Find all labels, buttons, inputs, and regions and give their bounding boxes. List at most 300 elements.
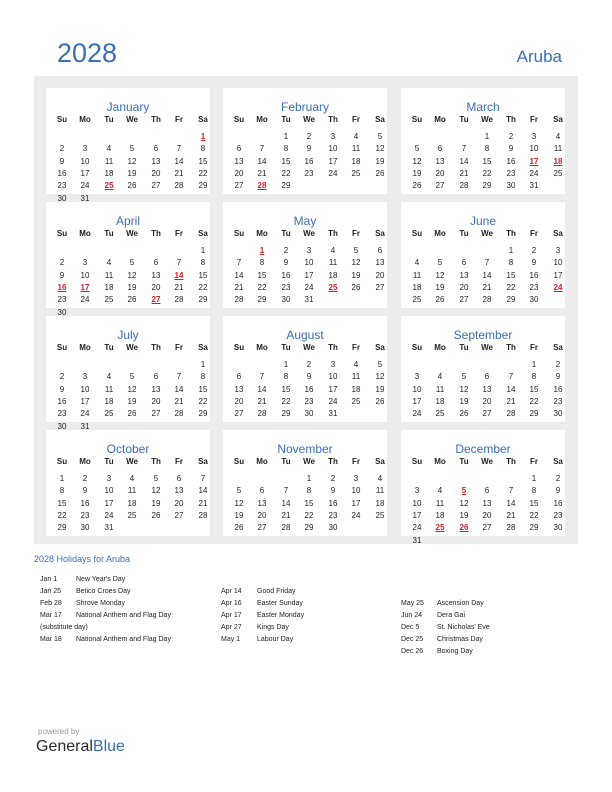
day-cell: 12 <box>412 156 422 166</box>
day-cell: 25 <box>553 168 563 178</box>
weekday-header: Tu <box>459 457 469 466</box>
weekday-header: Tu <box>459 115 469 124</box>
day-cell: 5 <box>129 258 135 268</box>
weekday-header: Mo <box>434 115 446 124</box>
holiday-day-cell: 25 <box>104 181 114 191</box>
day-cell: 1 <box>59 474 65 483</box>
day-cell: 12 <box>351 258 361 268</box>
weekday-header: Mo <box>256 343 268 352</box>
day-cell: 14 <box>459 156 469 166</box>
weekday-header: Tu <box>281 115 291 124</box>
weekday-header: Tu <box>281 229 291 238</box>
day-cell: 26 <box>151 510 161 520</box>
day-cell: 3 <box>414 372 420 382</box>
day-cell: 3 <box>306 246 312 255</box>
day-cell: 24 <box>412 523 422 533</box>
day-cell: 23 <box>529 282 539 292</box>
weekday-header: Sa <box>553 229 563 238</box>
day-cell: 11 <box>104 156 114 166</box>
weekday-header: Mo <box>434 229 446 238</box>
day-cell: 10 <box>553 258 563 268</box>
day-cell: 4 <box>106 258 112 268</box>
day-cell: 27 <box>151 409 161 419</box>
day-cell: 1 <box>484 132 490 141</box>
day-cell: 26 <box>412 181 422 191</box>
day-cell: 2 <box>555 474 561 483</box>
holiday-name: St. Nicholas' Eve <box>437 624 490 631</box>
month-title: March <box>466 100 500 114</box>
weekday-header: We <box>126 343 138 352</box>
day-cell: 22 <box>57 510 67 520</box>
holiday-name: Easter Sunday <box>257 600 303 607</box>
day-cell: 27 <box>234 181 244 191</box>
day-cell: 30 <box>57 193 67 203</box>
day-cell: 18 <box>412 282 422 292</box>
day-cell: 20 <box>151 282 161 292</box>
day-cell: 28 <box>174 295 184 305</box>
weekday-header: We <box>481 343 493 352</box>
day-cell: 31 <box>104 523 114 533</box>
weekday-header: We <box>481 457 493 466</box>
month-october <box>46 430 210 536</box>
weekday-header: Su <box>233 229 245 238</box>
day-cell: 16 <box>506 156 516 166</box>
day-cell: 11 <box>328 258 338 268</box>
weekday-header: Th <box>151 229 161 238</box>
holiday-day-cell: 27 <box>151 295 161 305</box>
day-cell: 6 <box>153 258 159 268</box>
day-cell: 29 <box>482 181 492 191</box>
day-cell: 18 <box>104 168 114 178</box>
weekday-header: Fr <box>530 115 538 124</box>
weekday-header: Su <box>56 229 68 238</box>
weekday-header: Mo <box>434 457 446 466</box>
weekday-header: Sa <box>553 115 563 124</box>
weekday-header: Sa <box>375 115 385 124</box>
month-april <box>46 202 210 317</box>
day-cell: 29 <box>198 409 208 419</box>
day-cell: 3 <box>82 372 88 382</box>
day-cell: 7 <box>484 258 490 268</box>
holiday-name: National Anthem and Flag Day <box>76 612 171 619</box>
day-cell: 2 <box>531 246 537 255</box>
day-cell: 9 <box>555 372 561 382</box>
day-cell: 6 <box>259 486 265 496</box>
weekday-header: Fr <box>175 457 183 466</box>
day-cell: 12 <box>151 486 161 496</box>
day-cell: 5 <box>377 360 383 369</box>
day-cell: 10 <box>328 144 338 154</box>
day-cell: 14 <box>257 156 267 166</box>
day-cell: 7 <box>176 144 182 154</box>
day-cell: 11 <box>412 270 422 280</box>
day-cell: 10 <box>351 486 361 496</box>
holiday-date: Feb 28 <box>40 600 62 607</box>
month-title: January <box>106 100 150 114</box>
holiday-name: Shrove Monday <box>76 600 126 607</box>
day-cell: 3 <box>106 474 112 483</box>
weekday-header: Fr <box>352 457 360 466</box>
day-cell: 30 <box>57 421 67 431</box>
day-cell: 26 <box>127 409 137 419</box>
weekday-header: Sa <box>375 229 385 238</box>
day-cell: 19 <box>375 384 385 394</box>
day-cell: 7 <box>283 486 289 496</box>
holiday-day-cell: 24 <box>553 282 563 292</box>
day-cell: 27 <box>174 510 184 520</box>
day-cell: 28 <box>174 181 184 191</box>
day-cell: 30 <box>281 295 291 305</box>
day-cell: 15 <box>529 498 539 508</box>
day-cell: 12 <box>127 270 137 280</box>
day-cell: 6 <box>461 258 467 268</box>
holiday-name: New Year's Day <box>76 576 126 583</box>
day-cell: 5 <box>437 258 443 268</box>
day-cell: 22 <box>198 168 208 178</box>
month-january <box>46 88 210 203</box>
day-cell: 19 <box>127 396 137 406</box>
day-cell: 7 <box>259 372 265 382</box>
day-cell: 22 <box>198 282 208 292</box>
day-cell: 16 <box>57 168 67 178</box>
day-cell: 20 <box>151 168 161 178</box>
weekday-header: Th <box>151 457 161 466</box>
day-cell: 18 <box>328 270 338 280</box>
holidays-title: 2028 Holidays for Aruba <box>34 554 131 564</box>
day-cell: 19 <box>234 510 244 520</box>
day-cell: 18 <box>351 384 361 394</box>
day-cell: 8 <box>259 258 265 268</box>
weekday-header: Sa <box>198 229 208 238</box>
day-cell: 23 <box>57 181 67 191</box>
day-cell: 15 <box>281 156 291 166</box>
day-cell: 14 <box>506 498 516 508</box>
day-cell: 9 <box>283 258 289 268</box>
weekday-header: Tu <box>104 229 114 238</box>
day-cell: 15 <box>198 384 208 394</box>
weekday-header: Fr <box>352 343 360 352</box>
holiday-name: Labour Day <box>257 636 294 643</box>
holiday-day-cell: 5 <box>461 486 467 496</box>
day-cell: 13 <box>482 498 492 508</box>
day-cell: 30 <box>553 523 563 533</box>
day-cell: 9 <box>531 258 537 268</box>
day-cell: 7 <box>236 258 242 268</box>
day-cell: 19 <box>351 270 361 280</box>
weekday-header: We <box>303 457 315 466</box>
day-cell: 15 <box>198 270 208 280</box>
day-cell: 31 <box>412 535 422 545</box>
day-cell: 14 <box>281 498 291 508</box>
day-cell: 20 <box>459 282 469 292</box>
weekday-header: Sa <box>198 115 208 124</box>
holiday-date: Jan 25 <box>40 588 62 595</box>
holiday-date: Mar 17 <box>40 612 62 619</box>
day-cell: 23 <box>80 510 90 520</box>
day-cell: 11 <box>351 372 361 382</box>
month-title: July <box>117 328 139 342</box>
day-cell: 20 <box>482 396 492 406</box>
day-cell: 24 <box>80 295 90 305</box>
weekday-header: Th <box>506 115 516 124</box>
weekday-header: Mo <box>256 115 268 124</box>
day-cell: 23 <box>553 396 563 406</box>
weekday-header: Tu <box>104 343 114 352</box>
day-cell: 19 <box>412 168 422 178</box>
day-cell: 10 <box>80 384 90 394</box>
day-cell: 24 <box>104 510 114 520</box>
weekday-header: Fr <box>352 115 360 124</box>
day-cell: 17 <box>304 270 314 280</box>
day-cell: 20 <box>257 510 267 520</box>
holiday-day-cell: 25 <box>328 282 338 292</box>
day-cell: 6 <box>484 486 490 496</box>
weekday-header: Su <box>233 343 245 352</box>
day-cell: 30 <box>57 307 67 317</box>
day-cell: 28 <box>257 409 267 419</box>
weekday-header: We <box>303 115 315 124</box>
country-title: Aruba <box>516 47 562 66</box>
holiday-date: Dec 26 <box>401 648 424 655</box>
day-cell: 10 <box>304 258 314 268</box>
day-cell: 8 <box>59 486 65 496</box>
day-cell: 7 <box>176 258 182 268</box>
day-cell: 20 <box>234 396 244 406</box>
day-cell: 11 <box>435 384 445 394</box>
day-cell: 6 <box>176 474 182 483</box>
day-cell: 21 <box>234 282 244 292</box>
day-cell: 28 <box>281 523 291 533</box>
weekday-header: Sa <box>198 457 208 466</box>
month-december <box>401 430 565 545</box>
day-cell: 26 <box>234 523 244 533</box>
day-cell: 22 <box>281 396 291 406</box>
day-cell: 29 <box>281 409 291 419</box>
weekday-header: Th <box>151 115 161 124</box>
day-cell: 4 <box>437 372 443 382</box>
month-title: August <box>286 328 324 342</box>
day-cell: 14 <box>506 384 516 394</box>
calendar-grid <box>34 76 578 544</box>
day-cell: 27 <box>435 181 445 191</box>
day-cell: 17 <box>80 168 90 178</box>
weekday-header: Tu <box>459 343 469 352</box>
day-cell: 21 <box>174 396 184 406</box>
day-cell: 2 <box>306 360 312 369</box>
weekday-header: We <box>303 343 315 352</box>
holiday-day-cell: 17 <box>529 156 539 166</box>
day-cell: 13 <box>482 384 492 394</box>
weekday-header: Th <box>506 229 516 238</box>
holiday-name: Good Friday <box>257 588 296 595</box>
day-cell: 1 <box>531 474 537 483</box>
day-cell: 24 <box>351 510 361 520</box>
day-cell: 25 <box>351 396 361 406</box>
day-cell: 17 <box>412 510 422 520</box>
day-cell: 13 <box>375 258 385 268</box>
weekday-header: Su <box>411 343 423 352</box>
weekday-header: We <box>303 229 315 238</box>
day-cell: 1 <box>200 360 206 369</box>
day-cell: 19 <box>435 282 445 292</box>
day-cell: 7 <box>508 486 514 496</box>
day-cell: 7 <box>259 144 265 154</box>
weekday-header: Sa <box>198 343 208 352</box>
day-cell: 1 <box>306 474 312 483</box>
day-cell: 29 <box>198 295 208 305</box>
holiday-day-cell: 1 <box>259 246 265 255</box>
day-cell: 16 <box>328 498 338 508</box>
day-cell: 19 <box>151 498 161 508</box>
day-cell: 9 <box>330 486 336 496</box>
day-cell: 28 <box>174 409 184 419</box>
weekday-header: Su <box>411 115 423 124</box>
day-cell: 15 <box>257 270 267 280</box>
weekday-header: Mo <box>256 457 268 466</box>
holiday-date: Mar 18 <box>40 636 62 643</box>
day-cell: 14 <box>174 384 184 394</box>
weekday-header: We <box>126 457 138 466</box>
day-cell: 27 <box>375 282 385 292</box>
weekday-header: We <box>481 229 493 238</box>
month-title: May <box>293 214 317 228</box>
day-cell: 5 <box>236 486 242 496</box>
month-november <box>223 430 387 536</box>
day-cell: 10 <box>328 372 338 382</box>
day-cell: 31 <box>328 409 338 419</box>
day-cell: 9 <box>59 270 65 280</box>
day-cell: 18 <box>351 156 361 166</box>
day-cell: 13 <box>151 384 161 394</box>
day-cell: 30 <box>506 181 516 191</box>
day-cell: 8 <box>531 486 537 496</box>
month-march <box>401 88 565 194</box>
month-may <box>223 202 387 308</box>
day-cell: 25 <box>375 510 385 520</box>
day-cell: 6 <box>484 372 490 382</box>
day-cell: 8 <box>484 144 490 154</box>
day-cell: 12 <box>375 372 385 382</box>
brand-logo[interactable] <box>36 738 125 756</box>
holiday-name: Christmas Day <box>437 636 483 643</box>
weekday-header: Th <box>328 343 338 352</box>
holiday-name: Kings Day <box>257 624 289 631</box>
day-cell: 2 <box>330 474 336 483</box>
day-cell: 31 <box>529 181 539 191</box>
day-cell: 31 <box>80 193 90 203</box>
day-cell: 29 <box>529 523 539 533</box>
day-cell: 24 <box>328 168 338 178</box>
day-cell: 5 <box>414 144 420 154</box>
day-cell: 26 <box>375 396 385 406</box>
day-cell: 4 <box>353 132 359 141</box>
day-cell: 3 <box>555 246 561 255</box>
day-cell: 4 <box>414 258 420 268</box>
day-cell: 1 <box>508 246 514 255</box>
weekday-header: Sa <box>553 343 563 352</box>
day-cell: 14 <box>174 156 184 166</box>
weekday-header: Su <box>411 457 423 466</box>
weekday-header: Th <box>151 343 161 352</box>
weekday-header: We <box>126 229 138 238</box>
day-cell: 8 <box>200 372 206 382</box>
day-cell: 28 <box>234 295 244 305</box>
day-cell: 2 <box>82 474 88 483</box>
day-cell: 11 <box>375 486 385 496</box>
day-cell: 21 <box>198 498 208 508</box>
day-cell: 20 <box>435 168 445 178</box>
day-cell: 29 <box>198 181 208 191</box>
day-cell: 16 <box>304 384 314 394</box>
day-cell: 4 <box>106 144 112 154</box>
day-cell: 11 <box>435 498 445 508</box>
month-title: December <box>455 442 511 456</box>
day-cell: 15 <box>482 156 492 166</box>
day-cell: 20 <box>482 510 492 520</box>
day-cell: 23 <box>328 510 338 520</box>
holiday-name: Boxing Day <box>437 648 473 655</box>
day-cell: 16 <box>57 396 67 406</box>
weekday-header: Su <box>56 457 68 466</box>
day-cell: 5 <box>377 132 383 141</box>
powered-by-text: powered by <box>38 727 80 736</box>
day-cell: 27 <box>257 523 267 533</box>
day-cell: 13 <box>234 384 244 394</box>
day-cell: 8 <box>283 144 289 154</box>
day-cell: 30 <box>328 523 338 533</box>
day-cell: 18 <box>375 498 385 508</box>
day-cell: 25 <box>412 295 422 305</box>
day-cell: 1 <box>200 246 206 255</box>
day-cell: 10 <box>529 144 539 154</box>
month-title: October <box>106 442 150 456</box>
weekday-header: Fr <box>175 229 183 238</box>
day-cell: 20 <box>375 270 385 280</box>
day-cell: 19 <box>127 168 137 178</box>
day-cell: 4 <box>330 246 336 255</box>
day-cell: 3 <box>82 144 88 154</box>
day-cell: 26 <box>435 295 445 305</box>
weekday-header: Th <box>506 343 516 352</box>
weekday-header: Th <box>328 229 338 238</box>
day-cell: 26 <box>127 295 137 305</box>
day-cell: 13 <box>151 270 161 280</box>
day-cell: 20 <box>174 498 184 508</box>
month-july <box>46 316 210 431</box>
day-cell: 29 <box>57 523 67 533</box>
day-cell: 21 <box>174 168 184 178</box>
holiday-date: Dec 5 <box>401 624 420 631</box>
day-cell: 26 <box>459 409 469 419</box>
day-cell: 9 <box>82 486 88 496</box>
day-cell: 24 <box>304 282 314 292</box>
day-cell: 3 <box>414 486 420 496</box>
day-cell: 5 <box>353 246 359 255</box>
day-cell: 9 <box>306 372 312 382</box>
day-cell: 10 <box>80 156 90 166</box>
day-cell: 12 <box>459 384 469 394</box>
day-cell: 2 <box>59 258 65 268</box>
day-cell: 15 <box>506 270 516 280</box>
day-cell: 7 <box>200 474 206 483</box>
weekday-header: Mo <box>79 343 91 352</box>
weekday-header: Mo <box>256 229 268 238</box>
day-cell: 23 <box>304 396 314 406</box>
day-cell: 29 <box>529 409 539 419</box>
day-cell: 6 <box>153 144 159 154</box>
day-cell: 2 <box>283 246 289 255</box>
day-cell: 4 <box>106 372 112 382</box>
